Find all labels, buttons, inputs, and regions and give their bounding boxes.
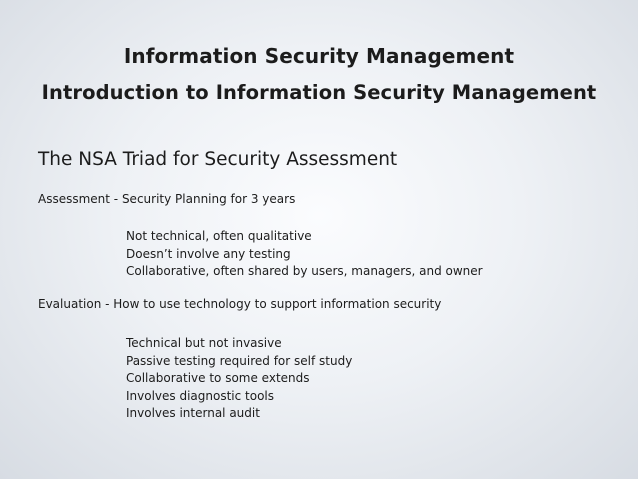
slide-subtitle: Introduction to Information Security Management — [41, 81, 597, 104]
list-item: Collaborative to some extends — [126, 371, 310, 385]
list-item: Technical but not invasive — [126, 336, 282, 350]
evaluation-label: Evaluation - How to use technology to support information security — [38, 297, 442, 311]
list-item: Not technical, often qualitative — [126, 229, 312, 243]
list-item: Passive testing required for self study — [126, 353, 353, 368]
list-item: Collaborative, often shared by users, managers, and owner — [126, 264, 483, 278]
list-item: Involves diagnostic tools — [126, 388, 275, 403]
assessment-list — [126, 228, 483, 281]
list-item: Doesn’t involve any testing — [126, 246, 291, 261]
list-item: Involves internal audit — [126, 406, 260, 420]
section-heading: The NSA Triad for Security Assessment — [38, 149, 398, 170]
evaluation-list — [126, 335, 352, 423]
slide-title: Information Security Management — [123, 44, 515, 68]
assessment-label: Assessment - Security Planning for 3 years — [38, 192, 296, 206]
